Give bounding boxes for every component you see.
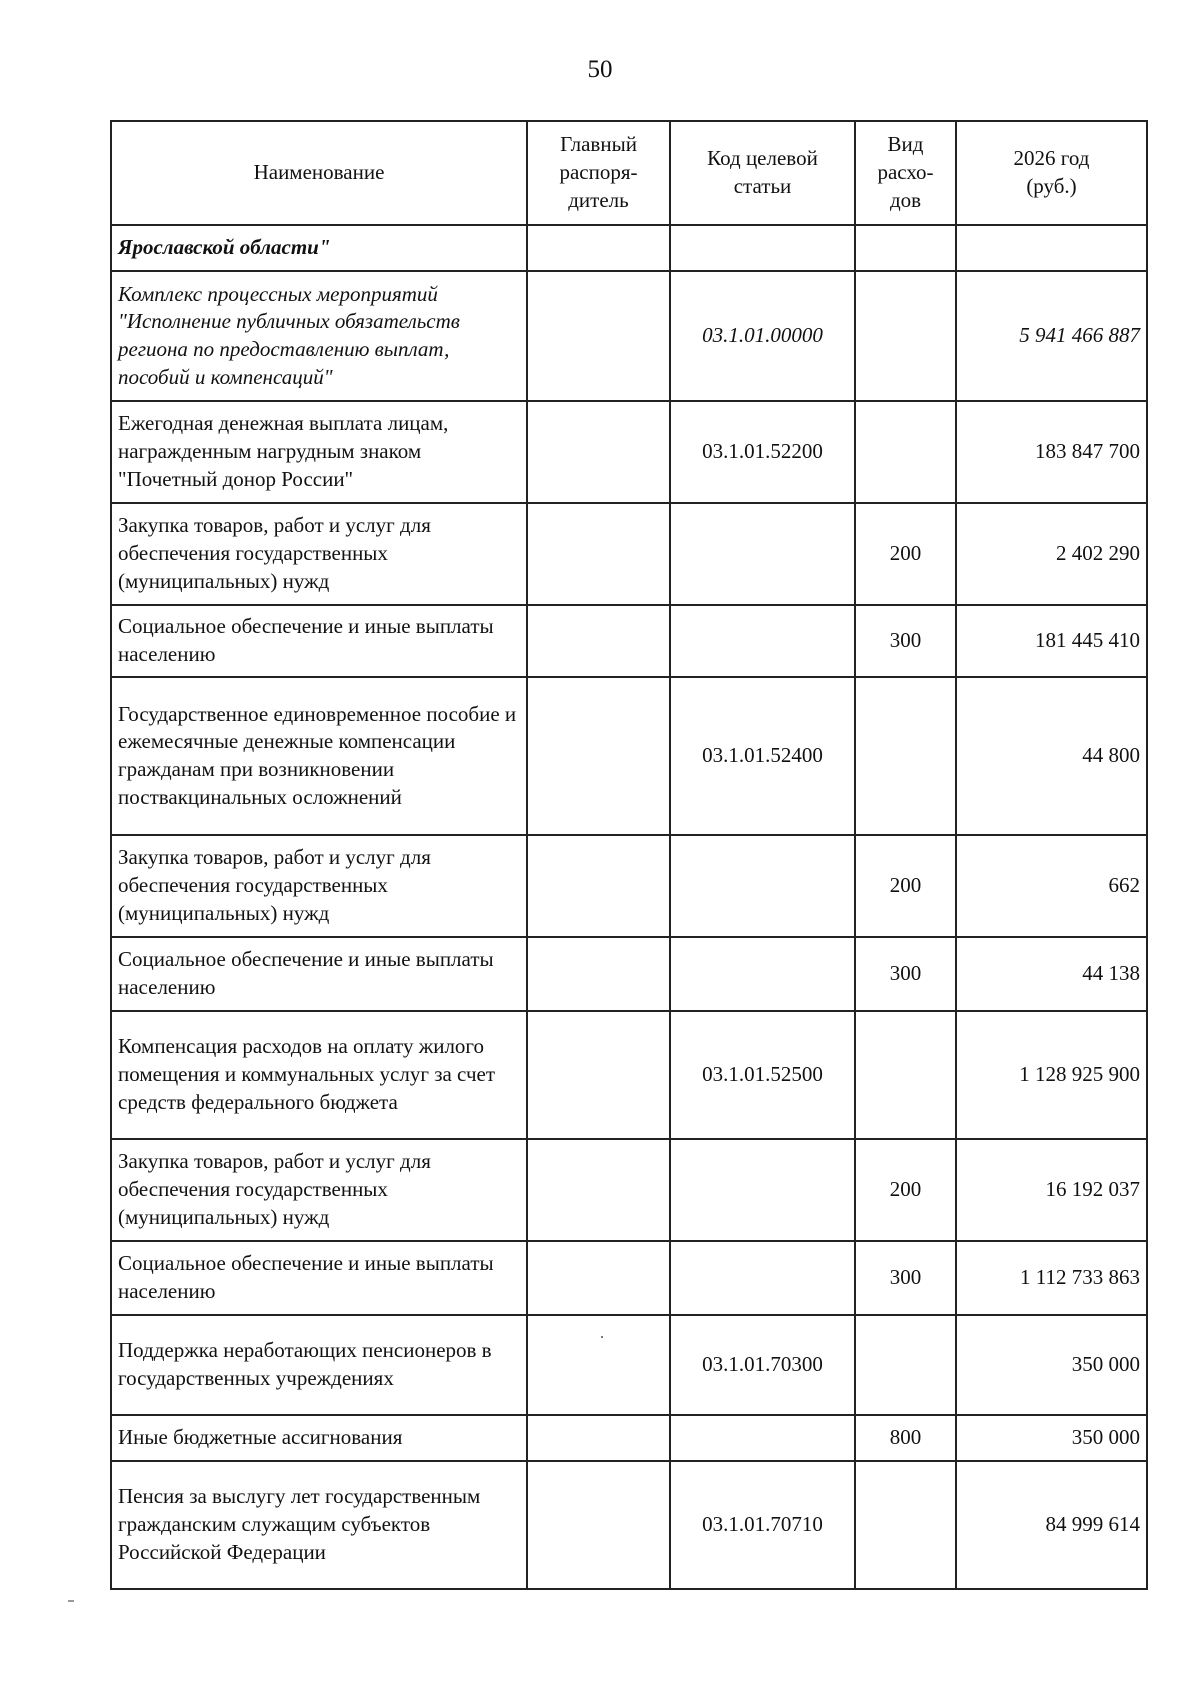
cell-name: Закупка товаров, работ и услуг для обеспечения государственных (муниципальных) нужд bbox=[111, 835, 527, 937]
cell-type: 800 bbox=[855, 1415, 956, 1461]
cell-amount: 44 138 bbox=[956, 937, 1147, 1011]
page-number: 50 bbox=[587, 56, 613, 83]
cell-name: Закупка товаров, работ и услуг для обеспечения государственных (муниципальных) нужд bbox=[111, 503, 527, 605]
cell-manager bbox=[527, 401, 670, 503]
cell-name: Социальное обеспечение и иные выплаты населению bbox=[111, 605, 527, 677]
cell-type: 200 bbox=[855, 1139, 956, 1241]
cell-type: 300 bbox=[855, 937, 956, 1011]
table-row bbox=[111, 835, 1147, 937]
cell-code bbox=[670, 1139, 855, 1241]
cell-name: Пенсия за выслугу лет государственным гражданским служащим субъектов Российской Федерации bbox=[111, 1461, 527, 1589]
cell-code bbox=[670, 225, 855, 271]
cell-manager bbox=[527, 937, 670, 1011]
cell-code bbox=[670, 503, 855, 605]
cell-manager bbox=[527, 605, 670, 677]
cell-type bbox=[855, 271, 956, 401]
cell-code bbox=[670, 1415, 855, 1461]
cell-amount: 1 112 733 863 bbox=[956, 1241, 1147, 1315]
table-body bbox=[111, 225, 1147, 1589]
cell-amount: 350 000 bbox=[956, 1315, 1147, 1415]
cell-name: Государственное единовременное пособие и ежемесячные денежные компенсации гражданам при возникновении поствакцинальных осложнений bbox=[111, 677, 527, 835]
table-row bbox=[111, 271, 1147, 401]
table-row bbox=[111, 605, 1147, 677]
table-row bbox=[111, 1139, 1147, 1241]
cell-type: 300 bbox=[855, 605, 956, 677]
header-row bbox=[111, 121, 1147, 225]
cell-manager bbox=[527, 835, 670, 937]
cell-manager bbox=[527, 1011, 670, 1139]
cell-type bbox=[855, 401, 956, 503]
table-row bbox=[111, 1241, 1147, 1315]
cell-type bbox=[855, 1461, 956, 1589]
cell-amount: 662 bbox=[956, 835, 1147, 937]
cell-type bbox=[855, 1011, 956, 1139]
cell-type bbox=[855, 1315, 956, 1415]
cell-name: Социальное обеспечение и иные выплаты населению bbox=[111, 1241, 527, 1315]
table-row bbox=[111, 401, 1147, 503]
cell-amount: 350 000 bbox=[956, 1415, 1147, 1461]
cell-name: Комплекс процессных мероприятий "Исполнение публичных обязательств региона по предоставлению выплат, пособий и компенсаций" bbox=[111, 271, 527, 401]
cell-code: 03.1.01.52400 bbox=[670, 677, 855, 835]
cell-name: Социальное обеспечение и иные выплаты населению bbox=[111, 937, 527, 1011]
cell-manager bbox=[527, 1139, 670, 1241]
cell-code bbox=[670, 937, 855, 1011]
table-row bbox=[111, 1461, 1147, 1589]
cell-manager bbox=[527, 1241, 670, 1315]
cell-name: Ярославской области" bbox=[111, 225, 527, 271]
cell-manager bbox=[527, 677, 670, 835]
cell-name: Иные бюджетные ассигнования bbox=[111, 1415, 527, 1461]
cell-name: Закупка товаров, работ и услуг для обеспечения государственных (муниципальных) нужд bbox=[111, 1139, 527, 1241]
header-code: Код целевой статьи bbox=[670, 121, 855, 225]
cell-code bbox=[670, 835, 855, 937]
cell-manager bbox=[527, 225, 670, 271]
table-row bbox=[111, 1011, 1147, 1139]
cell-amount: 1 128 925 900 bbox=[956, 1011, 1147, 1139]
cell-amount: 5 941 466 887 bbox=[956, 271, 1147, 401]
cell-type bbox=[855, 677, 956, 835]
cell-code bbox=[670, 605, 855, 677]
cell-name: Поддержка неработающих пенсионеров в государственных учреждениях bbox=[111, 1315, 527, 1415]
cell-code: 03.1.01.52500 bbox=[670, 1011, 855, 1139]
table-row bbox=[111, 677, 1147, 835]
header-type: Вид расхо-дов bbox=[855, 121, 956, 225]
cell-manager bbox=[527, 271, 670, 401]
table-row bbox=[111, 225, 1147, 271]
table-row bbox=[111, 1315, 1147, 1415]
cell-amount: 84 999 614 bbox=[956, 1461, 1147, 1589]
scan-dot bbox=[601, 1336, 603, 1338]
cell-manager bbox=[527, 1415, 670, 1461]
cell-amount: 181 445 410 bbox=[956, 605, 1147, 677]
cell-manager bbox=[527, 1315, 670, 1415]
cell-manager bbox=[527, 1461, 670, 1589]
table-row bbox=[111, 1415, 1147, 1461]
cell-type: 200 bbox=[855, 835, 956, 937]
cell-amount: 2 402 290 bbox=[956, 503, 1147, 605]
budget-table bbox=[110, 120, 1148, 1590]
table-row bbox=[111, 937, 1147, 1011]
cell-amount: 183 847 700 bbox=[956, 401, 1147, 503]
cell-type: 200 bbox=[855, 503, 956, 605]
cell-amount bbox=[956, 225, 1147, 271]
cell-name: Ежегодная денежная выплата лицам, награжденным нагрудным знаком "Почетный донор России" bbox=[111, 401, 527, 503]
cell-code bbox=[670, 1241, 855, 1315]
header-manager: Главный распоря-дитель bbox=[527, 121, 670, 225]
cell-code: 03.1.01.00000 bbox=[670, 271, 855, 401]
cell-name: Компенсация расходов на оплату жилого помещения и коммунальных услуг за счет средств федерального бюджета bbox=[111, 1011, 527, 1139]
cell-amount: 16 192 037 bbox=[956, 1139, 1147, 1241]
table-row bbox=[111, 503, 1147, 605]
cell-amount: 44 800 bbox=[956, 677, 1147, 835]
cell-code: 03.1.01.52200 bbox=[670, 401, 855, 503]
cell-type bbox=[855, 225, 956, 271]
header-name: Наименование bbox=[111, 121, 527, 225]
header-amount: 2026 год (руб.) bbox=[956, 121, 1147, 225]
cell-manager bbox=[527, 503, 670, 605]
scan-mark bbox=[68, 1600, 74, 1602]
cell-code: 03.1.01.70300 bbox=[670, 1315, 855, 1415]
cell-code: 03.1.01.70710 bbox=[670, 1461, 855, 1589]
cell-type: 300 bbox=[855, 1241, 956, 1315]
